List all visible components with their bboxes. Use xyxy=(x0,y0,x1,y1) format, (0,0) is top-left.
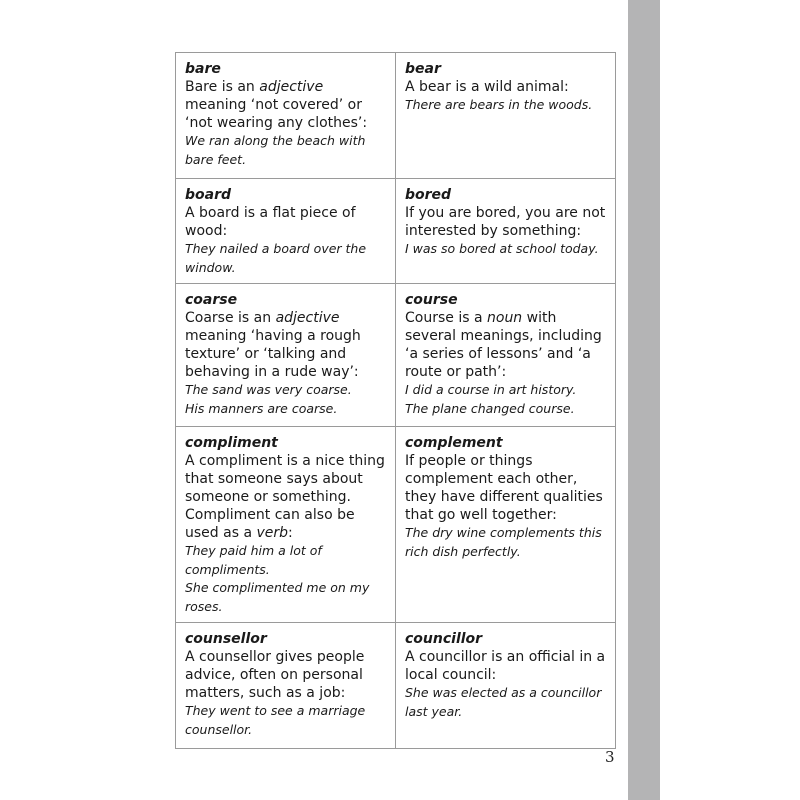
entry-cell-councillor xyxy=(396,623,616,749)
entry-definition: Course is a noun with several meanings, including ‘a series of lessons’ and ‘a route or path’: xyxy=(405,310,602,380)
table-row xyxy=(176,53,616,179)
entry-term: course xyxy=(405,292,458,308)
entry-example: The plane changed course. xyxy=(405,400,575,416)
entry-definition: A compliment is a nice thing that someone says about someone or something. Compliment can also be used as a verb: xyxy=(185,453,385,541)
entry-term: complement xyxy=(405,435,503,451)
table-row xyxy=(176,427,616,623)
entry-example: They went to see a marriage counsellor. xyxy=(185,703,366,737)
entry-term: bare xyxy=(185,61,221,77)
entry-term: coarse xyxy=(185,292,238,308)
entry-example: The sand was very coarse. xyxy=(185,382,352,397)
homophones-table xyxy=(175,52,616,749)
entry-example: She was elected as a councillor last year. xyxy=(405,685,602,719)
entry-term: bear xyxy=(405,61,441,77)
entry-term: board xyxy=(185,187,232,203)
entry-example: The dry wine complements this rich dish perfectly. xyxy=(405,525,602,559)
entry-cell-coarse xyxy=(176,284,396,427)
entry-example: They nailed a board over the window. xyxy=(185,241,367,275)
entry-cell-course xyxy=(396,284,616,427)
entry-definition: A councillor is an official in a local council: xyxy=(405,649,606,683)
entry-example: We ran along the beach with bare feet. xyxy=(185,133,366,167)
table-row xyxy=(176,179,616,284)
entry-definition: If you are bored, you are not interested by something: xyxy=(405,205,606,239)
table-row xyxy=(176,284,616,427)
entry-cell-counsellor xyxy=(176,623,396,749)
entry-example: I was so bored at school today. xyxy=(405,241,599,256)
entry-term: councillor xyxy=(405,631,483,647)
entry-cell-bare xyxy=(176,53,396,179)
entry-cell-board xyxy=(176,179,396,284)
entry-term: counsellor xyxy=(185,631,267,647)
entry-term: compliment xyxy=(185,435,278,451)
entry-definition: If people or things complement each other, they have different qualities that go well together: xyxy=(405,453,603,523)
side-tab-bar xyxy=(628,0,660,800)
entry-example: His manners are coarse. xyxy=(185,400,338,416)
entry-definition: A bear is a wild animal: xyxy=(405,79,569,95)
entry-definition: Bare is an adjective meaning ‘not covered’ or ‘not wearing any clothes’: xyxy=(185,79,368,131)
entry-example: I did a course in art history. xyxy=(405,382,577,397)
entry-definition: A counsellor gives people advice, often on personal matters, such as a job: xyxy=(185,649,365,701)
entry-example: There are bears in the woods. xyxy=(405,97,593,112)
entry-cell-complement xyxy=(396,427,616,623)
entry-example: They paid him a lot of compliments. xyxy=(185,543,322,577)
entry-definition: A board is a flat piece of wood: xyxy=(185,205,356,239)
entry-example: She complimented me on my roses. xyxy=(185,580,370,614)
entry-cell-compliment xyxy=(176,427,396,623)
entry-cell-bear xyxy=(396,53,616,179)
entry-term: bored xyxy=(405,187,452,203)
table-row xyxy=(176,623,616,749)
entry-cell-bored xyxy=(396,179,616,284)
entry-definition: Coarse is an adjective meaning ‘having a rough texture’ or ‘talking and behaving in a rude way’: xyxy=(185,310,361,380)
page-number: 3 xyxy=(605,748,615,766)
